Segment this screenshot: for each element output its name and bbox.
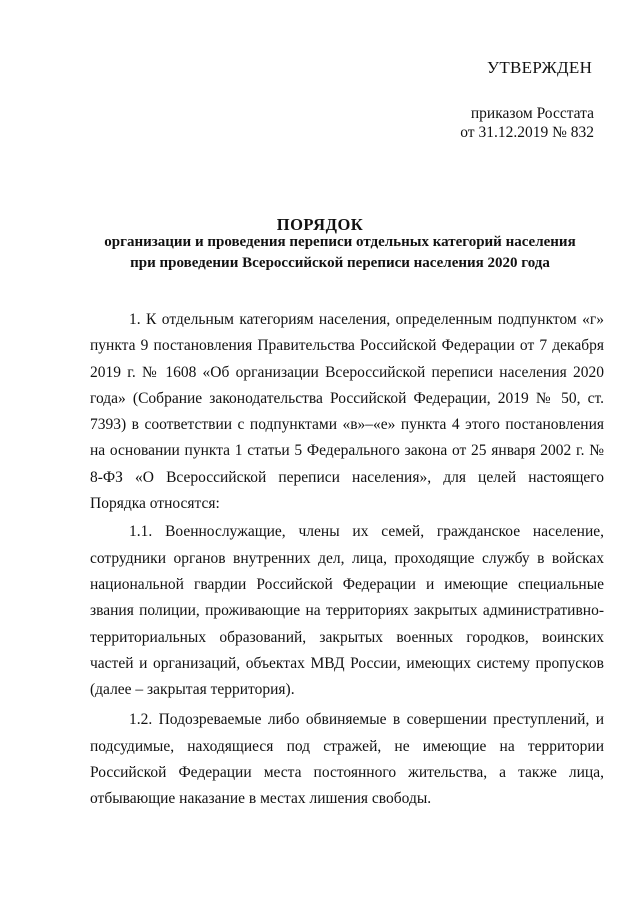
approval-date-line: от 31.12.2019 № 832 <box>460 124 594 141</box>
document-body <box>90 307 604 813</box>
paragraph-1-2: 1.2. Подозреваемые либо обвиняемые в совершении преступлений, и подсудимые, находящиеся под стражей, не имеющие на территории Российской Федерации места постоянного жительства, а также лица, отбывающие наказание в местах лишения свободы. <box>90 711 604 808</box>
approved-stamp-label: УТВЕРЖДЕН <box>487 58 593 77</box>
paragraph-1: 1. К отдельным категориям населения, определенным подпунктом «г» пункта 9 постановления Правительства Российской Федерации от 7 декабря 2019 г. № 1608 «Об организации Всероссийской переписи населения 2020 года» (Собрание законодательства Российской Федерации, 2019 № 50, ст. 7393) в соответствии с подпунктами «в»–«е» пункта 4 этого постановления на основании пункта 1 статьи 5 Федерального закона от 25 января 2002 г. № 8-ФЗ «О Всероссийской переписи населения», для целей настоящего Порядка относятся: <box>90 311 604 513</box>
document-subtitle-line-1: организации и проведения переписи отдельных категорий населения <box>104 234 576 250</box>
document-title: ПОРЯДОК <box>276 215 364 234</box>
approval-order-line: приказом Росстата <box>470 105 594 122</box>
document-subtitle-line-2: при проведении Всероссийской переписи населения 2020 года <box>130 255 550 271</box>
paragraph-1-1: 1.1. Военнослужащие, члены их семей, гражданское население, сотрудники органов внутренних дел, лица, проходящие службу в войсках национальной гвардии Российской Федерации и имеющие специальные звания полиции, проживающие на территориях закрытых административно-территориальных образований, закрытых военных городков, воинских частей и организаций, объектах МВД России, имеющих систему пропусков (далее – закрытая территория). <box>90 523 604 699</box>
